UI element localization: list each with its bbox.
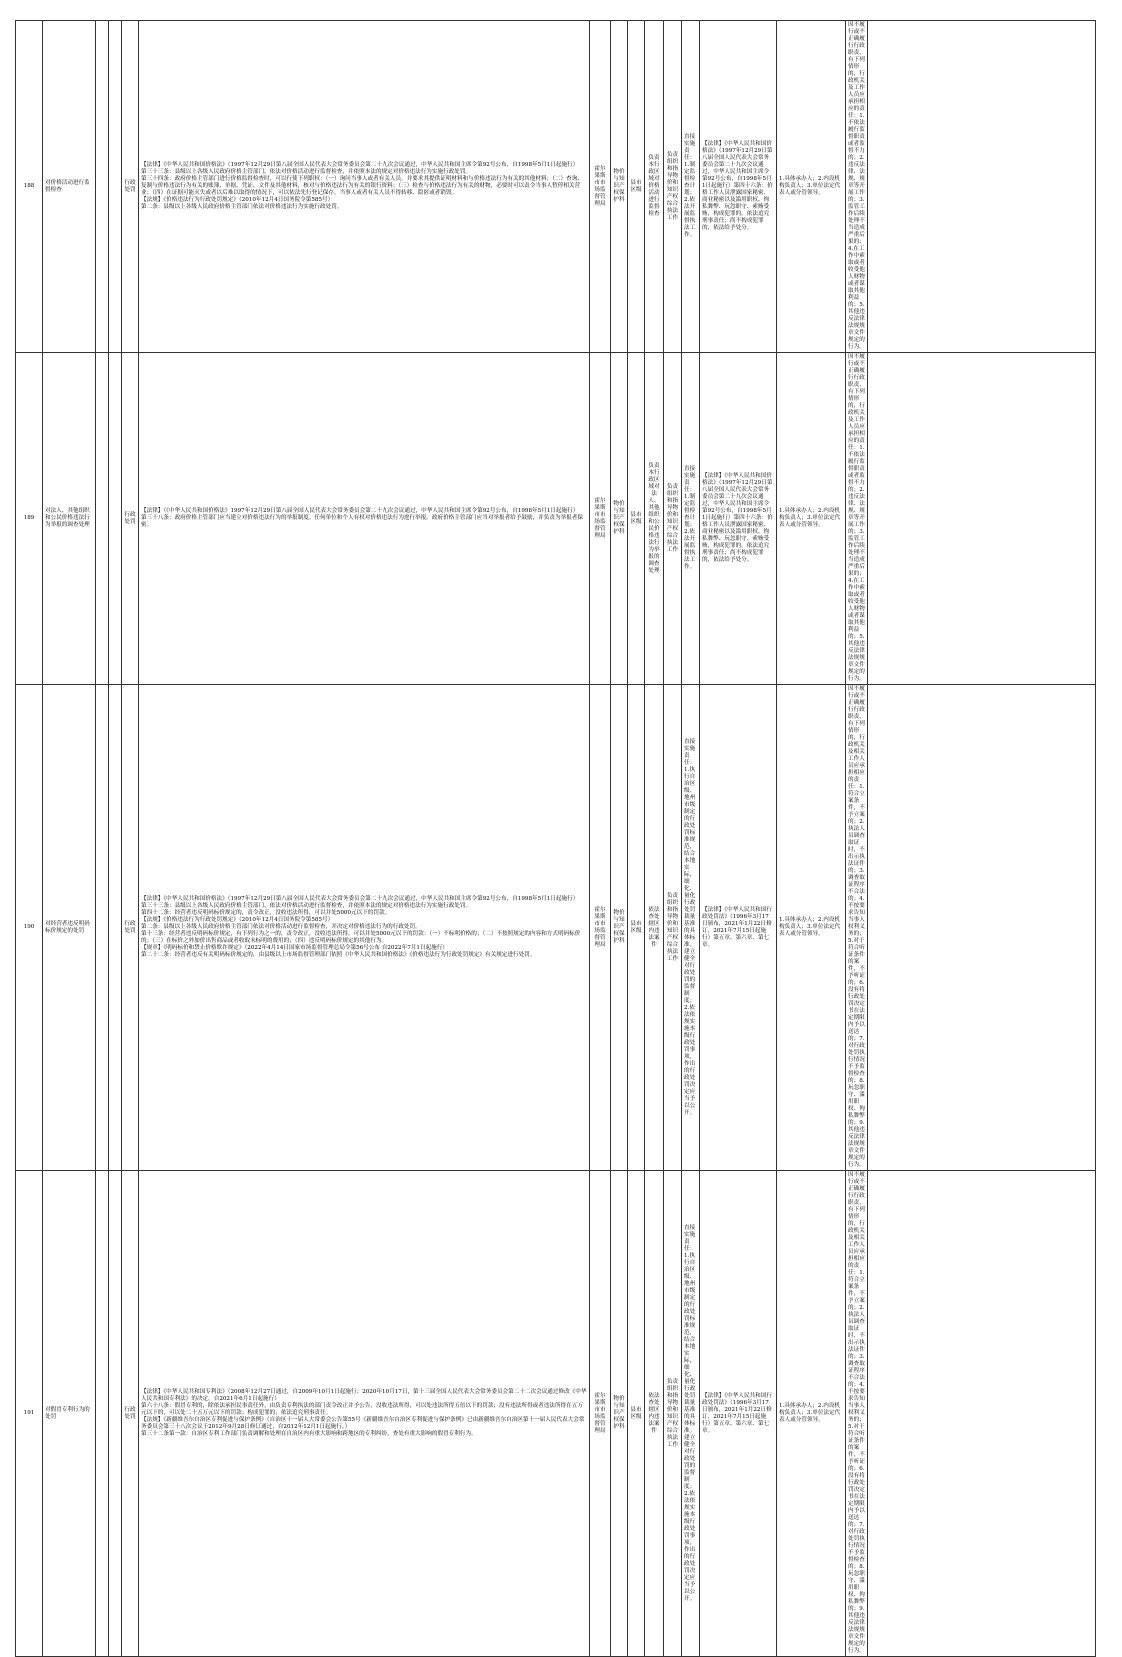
responsible-subject: 1.具体承办人；2.内设机构负责人；3.单位法定代表人或分管领导。 (777, 353, 846, 685)
office: 物价与知识产权保护科 (611, 353, 628, 685)
empty-cell (868, 1171, 1096, 1657)
empty-cell (96, 353, 109, 685)
legal-basis (139, 685, 590, 1171)
basis-line: 第三十八条：政府价格主管部门应当建立对价格违法行为的举报制度。任何单位和个人有权对价格违法行为进行举报。政府价格主管部门应当对举报者给予鼓励，并负责为举报者保密。 (141, 515, 583, 528)
item-name: 对经营者违反明码标价规定的处罚 (43, 685, 96, 1171)
table-row (16, 21, 1103, 353)
legal-basis (139, 21, 590, 353)
department: 霍尔果斯市市场监督管理局 (590, 1171, 611, 1657)
basis-line: 第二条：县级以上各级人民政府价格主管部门依法对价格活动进行监督检查，并决定对价格违法行为的行政处罚。 (141, 924, 421, 930)
row-number: 191 (16, 1171, 43, 1657)
basis-line: 第三十二条第一款：自治区专利工作部门负责调解和处理在自治区内有重大影响和跨地区的专利纠纷，查处有重大影响的假冒专利行为。 (141, 1431, 477, 1437)
execution-responsibility: 直接实施责任：1.执行自治区级、地州市级制定的行政处罚标准规范，结合本地实际，细化、量化行政处罚裁量基准的具体标准。建立健全对行政处罚的监督制度；2.依法依规实施本级行政处罚事项，作出的行政处罚决定应当予以公开。 (682, 1171, 700, 1657)
responsible-subject: 1.具体承办人；2.内设机构负责人；3.单位法定代表人或分管领导。 (777, 1171, 846, 1657)
basis-line: 【法律】（《中华人民共和国价格法》1997年12月29日第八届全国人民代表大会常务委员会第二十九次会议通过，中华人民共和国主席令第92号公布，自1998年5月1日起施行） (141, 508, 579, 514)
empty-cell (868, 353, 1096, 685)
empty-cell (96, 685, 109, 1171)
basis-line: 【法规】《价格违法行为行政处罚规定》（2010年12月4日国务院令第585号） (141, 917, 334, 923)
row-number: 190 (16, 685, 43, 1171)
department: 霍尔果斯市市场监督管理局 (590, 353, 611, 685)
level: 县市区级 (628, 353, 645, 685)
office: 物价与知识产权保护科 (611, 21, 628, 353)
basis-line: 第二条：县级以上各级人民政府价格主管部门依法对价格违法行为实施行政处罚。 (141, 204, 343, 210)
duty: 负责组织和指导物价和知识产权综合执法工作 (664, 21, 682, 353)
duty: 负责组织和指导物价和知识产权综合执法工作 (664, 353, 682, 685)
empty-cell (109, 353, 122, 685)
scope: 依法查处辖区内违法案件 (645, 685, 664, 1171)
table-row (16, 353, 1103, 685)
item-type: 行政处罚 (122, 685, 139, 1171)
execution-responsibility: 直接实施责任：1.制定监督检查计划；2.依法开展监督执法工作。 (682, 353, 700, 685)
item-type: 行政处罚 (122, 21, 139, 353)
legal-basis (139, 353, 590, 685)
exemption-circumstances: 因不履行或不正确履行行政职责，有下列情形的，行政机关及相关工作人员应承担相应的责任：1.符合立案条件，不予立案的；2.执法人员调查取证时，不出示执法证件的；3.调查取证程序不合法的；4.不按要求告知当事人权利义务的；5.对于符合听证条件的案件，不予听证的；6.没有将行政处罚决定书在法定期限内予以送达的；7.对行政处罚执行情况不予监督检查的；8.玩忽职守、滥用职权、徇私舞弊的；9.其他违反法律法规规章文件规定的行为。 (846, 685, 868, 1171)
duty: 负责组织和指导物价和知识产权综合执法工作 (664, 685, 682, 1171)
item-name: 对法人、其他组织和公民价格违法行为举报的调查处理 (43, 353, 96, 685)
exemption-circumstances: 因不履行或不正确履行行政职责，有下列情形的，行政机关及工作人员应承担相应的责任：1.不依法履行监督职责或者监督不力的；2.违反法律、法规、规章等开展工作的；3.监管工作后续处理不当造成严重后果的；4.在工作中索取或者收受他人财物或者谋取其他利益的；5.其他违反法律法规规章文件规定的行为。 (846, 21, 868, 353)
table-row (16, 685, 1103, 1171)
row-number: 188 (16, 21, 43, 353)
execution-responsibility: 直接实施责任：1.制定监督检查计划；2.依法开展监督执法工作。 (682, 21, 700, 353)
empty-cell (109, 21, 122, 353)
scope: 依法查处辖区内违法案件 (645, 1171, 664, 1657)
department: 霍尔果斯市市场监督管理局 (590, 685, 611, 1171)
basis-line: 【规章】《明码标价和禁止价格欺诈规定》（2022年4月14日国家市场监督管理总局令第56号公布 自2022年7月1日起施行） (141, 945, 448, 951)
empty-cell (109, 685, 122, 1171)
office: 物价与知识产权保护科 (611, 1171, 628, 1657)
department: 霍尔果斯市市场监督管理局 (590, 21, 611, 353)
execution-responsibility: 直接实施责任：1.执行自治区级、地州市级制定的行政处罚标准规范，结合本地实际，细化、量化行政处罚裁量基准的具体标准。建立健全对行政处罚的监督制度；2.依法依规实施本级行政处罚事项，作出的行政处罚决定应当予以公开。 (682, 685, 700, 1171)
basis-line: 第三十三条：县级以上各级人民政府价格主管部门，依法对价格活动进行监督检查，并依照本法的规定对价格违法行为实施行政处罚。 (141, 903, 472, 909)
basis-line: 第四十二条：经营者违反明码标价规定的，责令改正，没收违法所得，可以并处5000元以下的罚款。 (141, 910, 391, 916)
basis-line: 【法律】《中华人民共和国价格法》（1997年12月29日第八届全国人民代表大会常务委员会第二十九次会议通过，中华人民共和国主席令第92号公布，自1998年5月1日起施行） (141, 162, 579, 168)
responsible-subject: 1.具体承办人；2.内设机构负责人；3.单位法定代表人或分管领导。 (777, 21, 846, 353)
basis-line: 【法律】《中华人民共和国价格法》（1997年12月29日第八届全国人民代表大会常务委员会第二十九次会议通过，中华人民共和国主席令第92号公布，自1998年5月1日起施行） (141, 896, 579, 902)
scope: 负责本行政区域对价格活动进行监督检查 (645, 21, 664, 353)
empty-cell (109, 1171, 122, 1657)
responsible-subject: 1.具体承办人；2.内设机构负责人；3.单位法定代表人或分管领导。 (777, 685, 846, 1171)
level: 县市区级 (628, 685, 645, 1171)
basis-line: 【法规】《新疆维吾尔自治区专利促进与保护条例》（自治区十一届人大常委会公告第55号《新疆维吾尔自治区专利促进与保护条例》已由新疆维吾尔自治区第十一届人民代表大会常务委员会第三十八次会议于2012年9月28日修订通过，自2012年12月1日起施行。） (141, 1417, 585, 1430)
scope: 负责本行政区域对法人、其他组织和公民价格违法行为举报的调查处理 (645, 353, 664, 685)
accountability-basis: 【法律】《中华人民共和国行政处罚法》（1996年3月17日颁布，2021年1月22日修订，2021年7月15日起施行）第五章、第六章、第七章。 (700, 685, 777, 1171)
basis-line: 第十三条：经营者违反明码标价规定，有下列行为之一的，责令改正，没收违法所得，可以并处5000元以下的罚款：（一）不标明价格的；（二）不按照规定的内容和方式明码标价的；（三）在标价之外加价出售商品或者收取未标明的费用的；（四）违反明码标价规定的其他行为。 (141, 931, 581, 944)
duty: 负责组织和指导物价和知识产权综合执法工作 (664, 1171, 682, 1657)
basis-line: 第三十三条：县级以上各级人民政府价格主管部门，依法对价格活动进行监督检查，并依照本法的规定对价格违法行为实施行政处罚。 (141, 169, 472, 175)
empty-cell (96, 21, 109, 353)
empty-cell (868, 685, 1096, 1171)
empty-cell (96, 1171, 109, 1657)
item-type: 行政处罚 (122, 353, 139, 685)
office: 物价与知识产权保护科 (611, 685, 628, 1171)
exemption-circumstances: 因不履行或不正确履行行政职责，有下列情形的，行政机关及相关工作人员应承担相应的责任：1.符合立案条件，不予立案的；2.执法人员调查取证时，不出示执法证件的；3.调查取证程序不合法的；4.不按要求告知当事人权利义务的；5.对于符合听证条件的案件，不予听证的；6.没有将行政处罚决定书在法定期限内予以送达的；7.对行政处罚执行情况不予监督检查的；8.玩忽职守、滥用职权、徇私舞弊的；9.其他违反法律法规规章文件规定的行为。 (846, 1171, 868, 1657)
basis-line: 【法律】《中华人民共和国专利法》（2008年12月27日通过，自2009年10月1日起施行；2020年10月17日，第十三届全国人民代表大会常务委员会第二十二次会议通过修改《中华人民共和国专利法》的决定，自2021年6月1日起施行） (141, 1389, 587, 1402)
item-name: 对价格活动进行监督检查 (43, 21, 96, 353)
accountability-basis: 【法律】《中华人民共和国行政处罚法》（1996年3月17日颁布，2021年1月22日修订，2021年7月15日起施行）第五章、第六章、第七章。 (700, 1171, 777, 1657)
level: 县市区级 (628, 1171, 645, 1657)
accountability-basis: 【法律】《中华人民共和国价格法》（1997年12月29日第八届全国人民代表大会常务委员会第二十九次会议通过，中华人民共和国主席令第92号公布，自1998年5月1日起施行）第四十六条：价格工作人员泄露国家秘密、商业秘密以及滥用职权、徇私舞弊、玩忽职守、索贿受贿，构成犯罪的，依法追究刑事责任；尚不构成犯罪的，依法给予处分。 (700, 21, 777, 353)
accountability-basis: 【法律】《中华人民共和国价格法》（1997年12月29日第八届全国人民代表大会常务委员会第二十九次会议通过，中华人民共和国主席令第92号公布，自1998年5月1日起施行）第四十六条：价格工作人员泄露国家秘密、商业秘密以及滥用职权、徇私舞弊、玩忽职守、索贿受贿，构成犯罪的，依法追究刑事责任；尚不构成犯罪的，依法给予处分。 (700, 353, 777, 685)
table-row (16, 1171, 1103, 1657)
basis-line: 第三十四条：政府价格主管部门进行价格监督检查时，可以行使下列职权：（一）询问当事人或者有关人员，并要求其提供证明材料和与价格违法行为有关的其他材料；（二）查询、复制与价格违法行为有关的账簿、单据、凭证、文件及其他材料，核对与价格违法行为有关的银行资料；（三）检查与价格违法行为有关的财物，必要时可以责令当事人暂停相关营业；（四）在证据可能灭失或者以后难以取得的情况下，可以依法先行登记保存，当事人或者有关人员不得转移、隐匿或者销毁。 (141, 176, 583, 196)
row-number: 189 (16, 353, 43, 685)
legal-basis (139, 1171, 590, 1657)
item-type: 行政处罚 (122, 1171, 139, 1657)
responsibility-table (15, 20, 1103, 1657)
item-name: 对假冒专利行为的处罚 (43, 1171, 96, 1657)
basis-line: 第六十八条：假冒专利的，除依法承担民事责任外，由负责专利执法的部门责令改正并予公告，没收违法所得，可以处违法所得五倍以下的罚款；没有违法所得或者违法所得在五万元以下的，可以处二十五万元以下的罚款；构成犯罪的，依法追究刑事责任。 (141, 1403, 583, 1416)
empty-cell (868, 21, 1096, 353)
level: 县市区级 (628, 21, 645, 353)
basis-line: 第二十二条：经营者违反有关明码标价规定的，由县级以上市场监督管理部门依照《中华人民共和国价格法》《价格违法行为行政处罚规定》有关规定进行处罚。 (141, 952, 536, 958)
exemption-circumstances: 因不履行或不正确履行行政职责，有下列情形的，行政机关及工作人员应承担相应的责任：1.不依法履行监督职责或者监督不力的；2.违反法律、法规、规章等开展工作的；3.监管工作后续处理不当造成严重后果的；4.在工作中索取或者收受他人财物或者谋取其他利益的；5.其他违反法律法规规章文件规定的行为。 (846, 353, 868, 685)
basis-line: 【法规】《价格违法行为行政处罚规定》（2010年12月4日国务院令第585号） (141, 197, 334, 203)
